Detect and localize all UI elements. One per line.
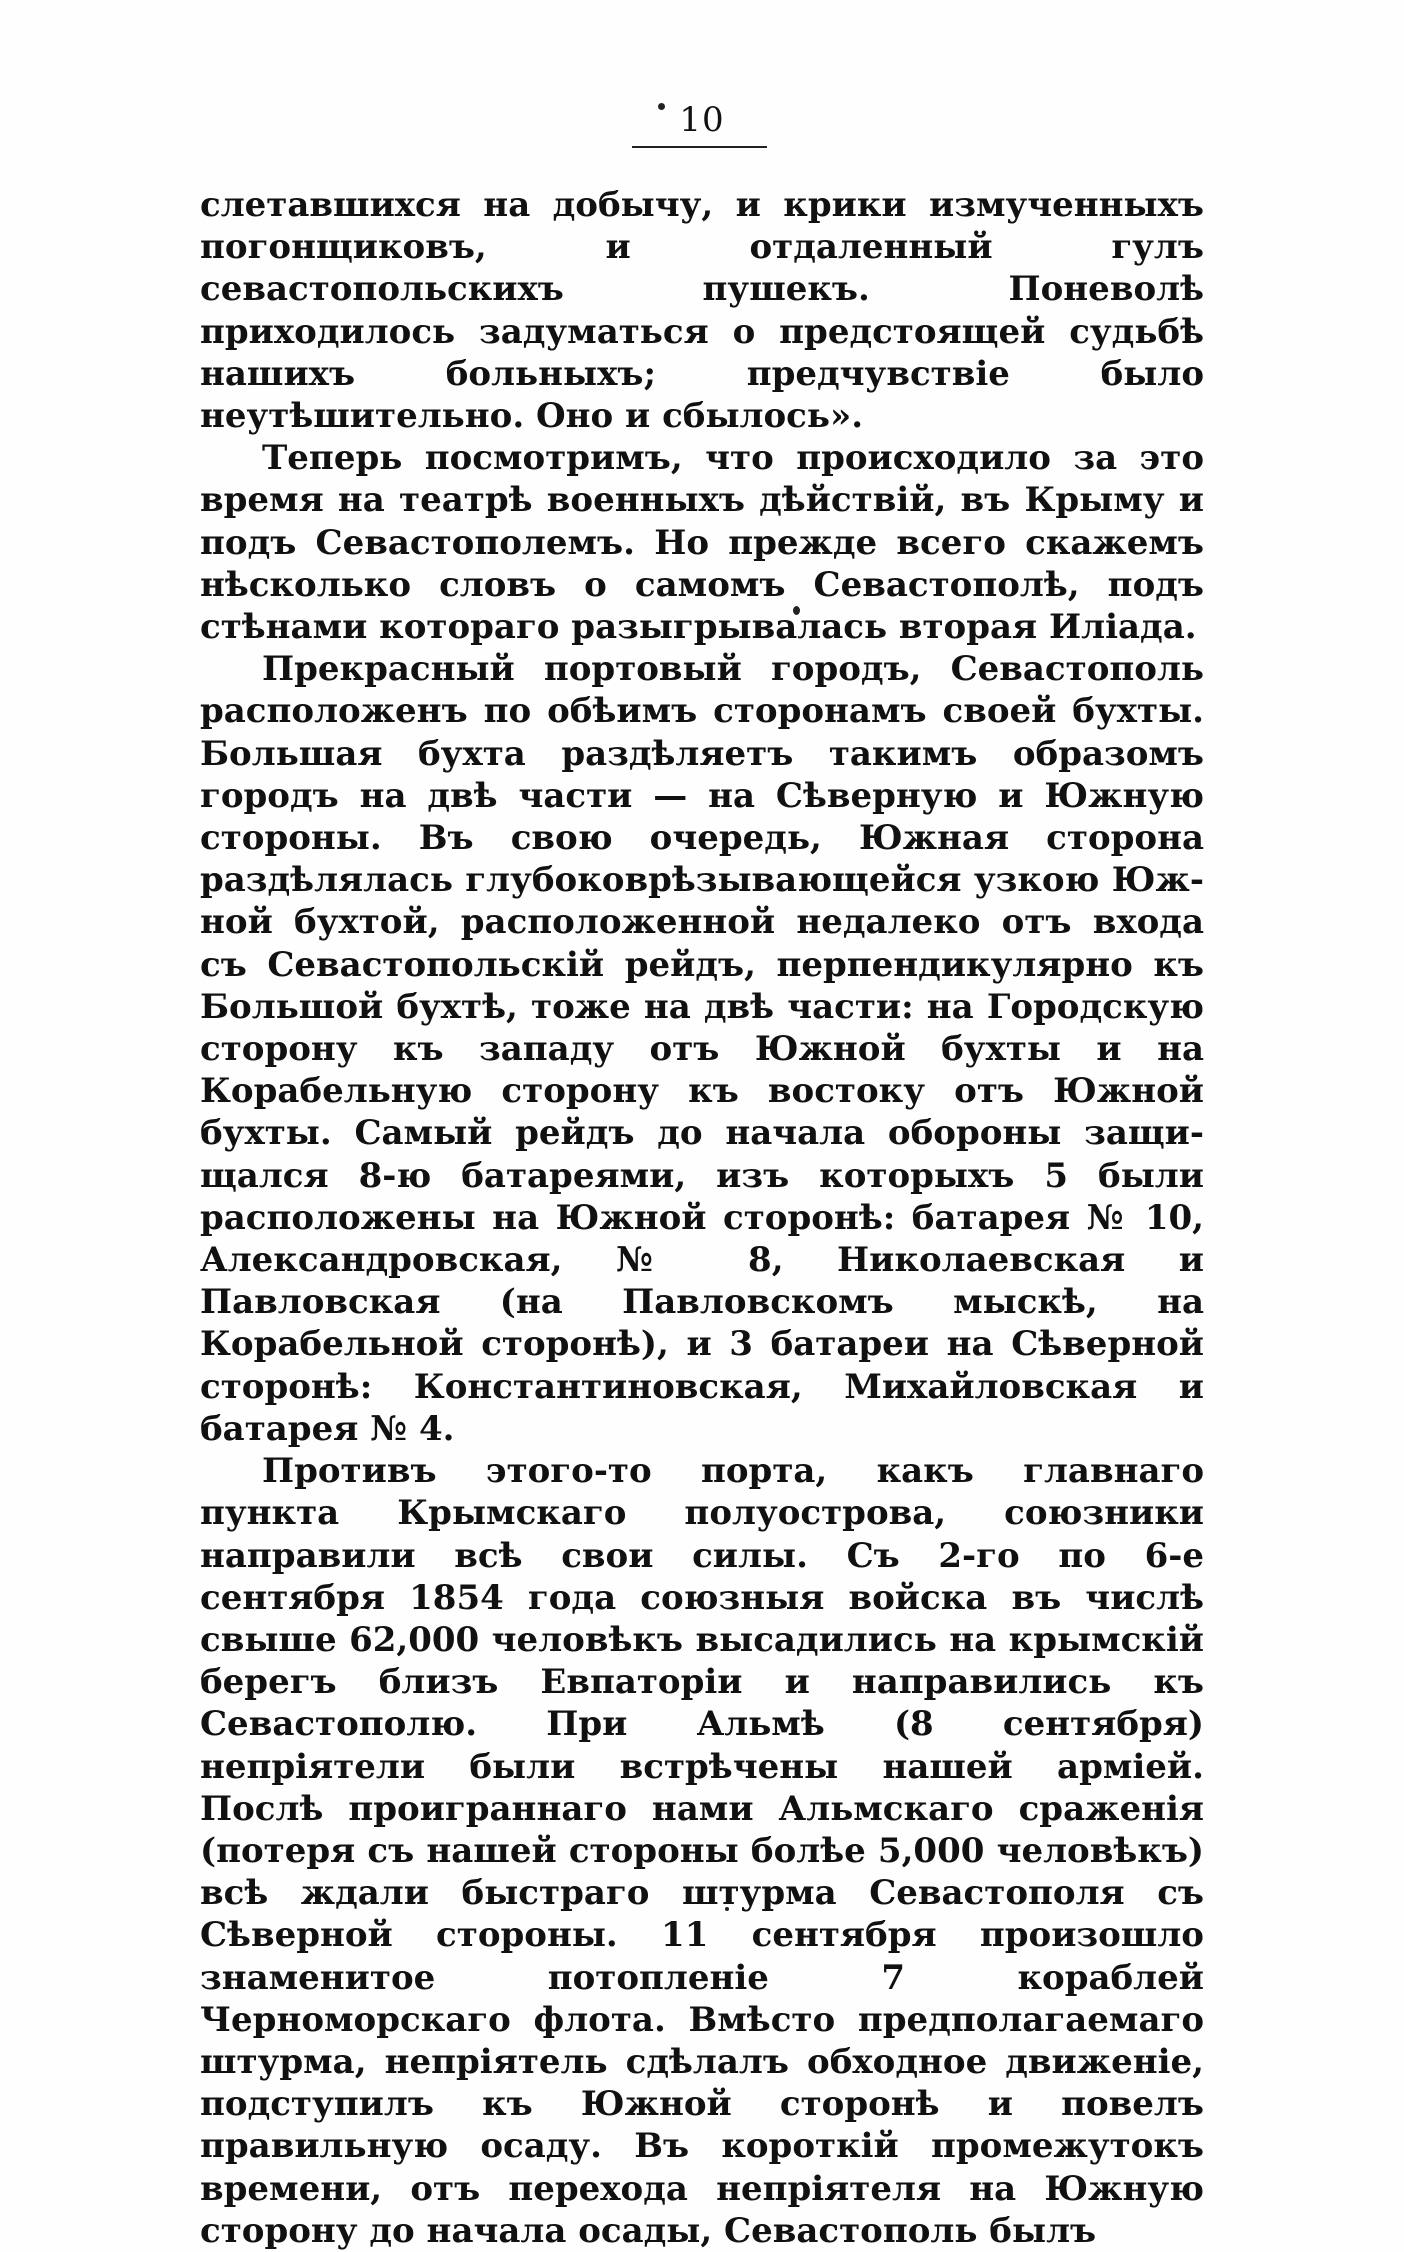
header-rule (632, 146, 767, 148)
paragraph: Противъ этого-то порта, какъ главнаго пункта Крымскаго полуострова, союзники направили всѣ свои силы. Съ 2-го по 6-е сентября 1854 года союзныя войска въ числѣ свыше 62,000 человѣкъ высадились на крымскій берегъ близъ Евпаторіи и направились къ Севастополю. При Альмѣ (8 сентября) непріятели были встрѣчены нашей арміей. Послѣ проиграннаго нами Альмскаго сраженія (потеря съ нашей стороны болѣе 5,000 человѣкъ) всѣ ждали быстраго штурма Севастополя съ Сѣверной стороны. 11 сентября произошло знаменитое потопленіе 7 кораблей Черноморскаго флота. Вмѣсто предполагаемаго штурма, непріятель сдѣлалъ обходное движеніе, подступилъ къ Южной сторонѣ и повелъ правильную осаду. Въ короткій промежутокъ времени, отъ перехода непріятеля на Южную сторону до начала осады, Севастополь былъ (200, 1451, 1204, 2251)
paragraph: Теперь посмотримъ, что происходило за это время на театрѣ военныхъ дѣйствій, въ Крыму и подъ Севастополемъ. Но прежде всего скажемъ нѣсколько словъ о самомъ Севастополѣ, подъ стѣнами котораго разыгрывалась вторая Иліада. (200, 438, 1204, 648)
page-number: 10 (679, 100, 725, 140)
paragraph: Прекрасный портовый городъ, Севастополь расположенъ по обѣимъ сторонамъ своей бухты. Большая бухта раздѣляетъ такимъ образомъ городъ на двѣ части — на Сѣверную и Южную стороны. Въ свою очередь, Южная сторона раздѣлялась глубоковрѣзывающейся узкою Южной бухтой, расположенной недалеко отъ входа съ Севастопольскій рейдъ, перпендикулярно къ Большой бухтѣ, тоже на двѣ части: на Городскую сторону къ западу отъ Южной бухты и на Корабельную сторону къ востоку отъ Южной бухты. Самый рейдъ до начала обороны защищался 8-ю батареями, изъ которыхъ 5 были расположены на Южной сторонѣ: батарея № 10, Александровская, № 8, Николаевская и Павловская (на Павловскомъ мыскѣ, на Корабельной сторонѣ), и 3 батареи на Сѣверной сторонѣ: Константиновская, Михайловская и батарея № 4. (200, 649, 1204, 1449)
paragraph: слетавшихся на добычу, и крики измученныхъ погонщиковъ, и отдаленный гулъ севастопольскихъ пушекъ. Поневолѣ приходилось задуматься о предстоящей судьбѣ нашихъ больныхъ; предчувствіе было неутѣшительно. Оно и сбылось». (200, 185, 1204, 437)
body-text (200, 184, 1204, 2252)
ink-dot-mark (658, 103, 665, 110)
page-header (0, 100, 1404, 140)
